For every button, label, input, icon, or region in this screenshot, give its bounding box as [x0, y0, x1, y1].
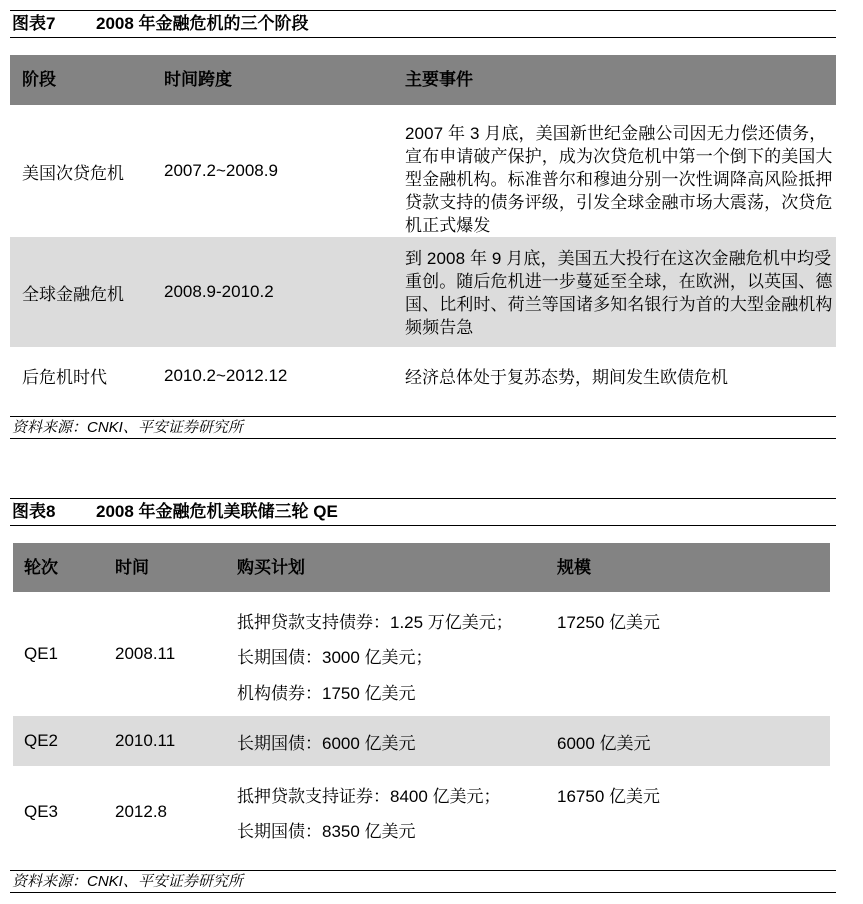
figure8-row-qe2-plan-line-1: 长期国债：6000 亿美元 [237, 733, 416, 753]
figure8-title-bar [10, 498, 836, 526]
figure7-row-1-span: 2007.2~2008.9 [164, 161, 278, 180]
figure7-row-1-stage: 美国次贷危机 [22, 163, 124, 183]
figure8-row-qe2-round: QE2 [24, 731, 59, 750]
figure8-row-qe1-plan-line-2: 长期国债：3000 亿美元； [237, 648, 433, 667]
figure8-row-qe1-plan-line-3: 机构债券：1750 亿美元 [237, 684, 416, 703]
figure7-header-event: 主要事件 [405, 70, 473, 89]
figure7-row-3 [10, 348, 836, 403]
figure8-header-row [13, 543, 830, 592]
figure8-number: 图表8 [12, 502, 56, 521]
figure7-row-2-event: 到 2008 年 9 月底，美国五大投行在这次金融危机中均受重创。随后危机进一步蔓延至全球，在欧洲，以英国、德国、比利时、荷兰等国诸多知名银行为首的大型金融机构频频告急 [405, 249, 833, 337]
figure8-row-qe1 [13, 593, 830, 715]
figure8-row-qe1-plan-line-1: 抵押贷款支持债券：1.25 万亿美元； [237, 613, 513, 632]
figure7-row-2-span: 2008.9-2010.2 [164, 282, 274, 301]
figure8-row-qe3-plan-line-2: 长期国债：8350 亿美元 [237, 822, 416, 841]
figure7-row-3-event: 经济总体处于复苏态势，期间发生欧债危机 [405, 368, 728, 387]
figure7-row-2 [10, 237, 836, 347]
figure7-header-span: 时间跨度 [164, 70, 232, 89]
figure8-row-qe1-time: 2008.11 [115, 644, 176, 663]
figure7-title: 2008 年金融危机的三个阶段 [96, 14, 309, 33]
figure7-row-2-stage: 全球金融危机 [22, 284, 124, 304]
figure7-row-3-span: 2010.2~2012.12 [164, 365, 288, 385]
figure8-header-time: 时间 [115, 558, 149, 577]
figure8-title: 2008 年金融危机美联储三轮 QE [96, 502, 338, 521]
figure7-header-stage: 阶段 [22, 70, 56, 89]
figure7-number: 图表7 [12, 14, 56, 33]
figure7-header-row [10, 55, 836, 105]
figure8-header-scale: 规模 [557, 558, 591, 577]
figure8-header-round: 轮次 [24, 558, 58, 577]
figure7-row-1 [10, 106, 836, 236]
figure8-row-qe2-time: 2010.11 [115, 731, 176, 750]
figure8-row-qe3-scale: 16750 亿美元 [557, 787, 660, 806]
figure8-row-qe2-scale: 6000 亿美元 [557, 733, 651, 753]
figure8-row-qe3 [13, 767, 830, 857]
figure8-row-qe3-plan-line-1: 抵押贷款支持证券：8400 亿美元； [237, 787, 501, 806]
figure7-row-3-stage: 后危机时代 [22, 368, 107, 387]
figure8-row-qe1-round: QE1 [24, 644, 59, 663]
figure8-row-qe2 [13, 716, 830, 766]
figure7-row-1-event: 2007 年 3 月底，美国新世纪金融公司因无力偿还债务，宣布申请破产保护，成为次贷危机中第一个倒下的美国大型金融机构。标准普尔和穆迪分别一次性调降高风险抵押贷款支持的债务评级，引发全球金融市场大震荡，次贷危机正式爆发 [405, 124, 833, 235]
figure8-row-qe1-scale: 17250 亿美元 [557, 613, 660, 632]
figure7-source: 资料来源：CNKI、平安证券研究所 [10, 416, 836, 439]
figure8-row-qe3-round: QE3 [24, 802, 59, 821]
figure8-row-qe3-time: 2012.8 [115, 802, 167, 821]
figure8-header-plan: 购买计划 [237, 558, 305, 577]
figure8-source: 资料来源：CNKI、平安证券研究所 [10, 870, 836, 893]
figure7-title-bar [10, 10, 836, 38]
